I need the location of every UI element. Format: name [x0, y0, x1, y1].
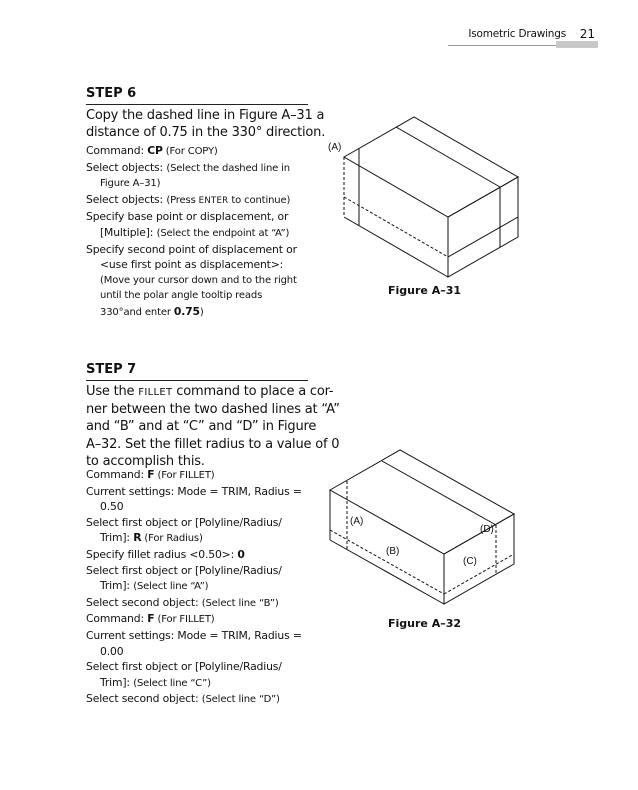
command-prefix: Trim]: [100, 579, 134, 593]
command-note: (Select line “A”) [133, 581, 209, 593]
command-key: F [147, 468, 155, 481]
command-note: ) [199, 306, 204, 318]
running-header-title: Isometric Drawings [468, 28, 566, 40]
step6-command-sequence [86, 143, 314, 321]
command-prefix: Trim]: [100, 531, 134, 545]
step7-heading: STEP 7 [86, 362, 308, 381]
command-line [86, 530, 314, 547]
step7-instructions [86, 383, 340, 470]
command-note: (Press [166, 194, 199, 206]
command-line [86, 192, 314, 210]
command-line: Figure A–31) [100, 178, 161, 190]
step7-para-line [86, 383, 334, 401]
command-note: (Select line “C”) [133, 677, 211, 689]
step7-para-line: and “B” and at “C” and “D” in Figure [86, 419, 317, 435]
figure-a32-drawing [320, 448, 530, 618]
command-line: until the polar angle tooltip reads [100, 290, 263, 302]
header-tab-marker [556, 41, 598, 48]
command-note: (For FILLET) [154, 470, 215, 481]
command-line [86, 160, 314, 177]
step6-para-line: Copy the dashed line in Figure A–31 a [86, 108, 325, 123]
command-line [86, 304, 314, 321]
command-line [86, 467, 314, 484]
step6-heading: STEP 6 [86, 86, 308, 105]
command-prefix: Select second object: [86, 692, 202, 706]
command-key: CP [147, 144, 163, 157]
command-line [86, 225, 314, 242]
dashed-line-b [330, 530, 444, 594]
command-prefix: [Multiple]: [100, 225, 157, 239]
command-note: (Select line “D”) [201, 694, 280, 706]
box-inner-line [396, 127, 500, 187]
step7-para-line: ner between the two dashed lines at “A” [86, 402, 340, 418]
command-prefix: Select objects: [86, 192, 167, 206]
command-prefix: Command: [86, 144, 148, 157]
command-prefix: Select objects: [86, 160, 167, 174]
command-line: 0.50 [100, 500, 124, 514]
command-prefix: Select second object: [86, 595, 202, 609]
command-key: 0.75 [173, 304, 200, 318]
figure-a31-drawing [320, 100, 530, 300]
label-a: (A) [328, 142, 342, 153]
command-line [86, 547, 314, 563]
box-inner-line [382, 461, 496, 525]
enter-key-label: ENTER [198, 195, 229, 206]
command-prefix: Command: [86, 468, 148, 481]
box-edge [344, 217, 448, 277]
command-line: Current settings: Mode = TRIM, Radius = [86, 628, 302, 642]
command-note: (For COPY) [162, 146, 218, 157]
box-right-face [444, 514, 514, 604]
dashed-line-c [444, 554, 514, 594]
label-b: (B) [386, 546, 400, 557]
command-line: (Move your cursor down and to the right [100, 274, 297, 286]
step7-para-line: to accomplish this. [86, 453, 205, 469]
command-line [86, 143, 314, 160]
label-a: (A) [350, 516, 364, 527]
command-line [86, 611, 314, 628]
command-note: 330°and enter [100, 306, 174, 318]
para-text: command to place a cor- [172, 384, 334, 399]
command-note: (For Radius) [141, 533, 203, 545]
box-top-face [330, 450, 514, 554]
figure-a31-caption: Figure A–31 [388, 284, 462, 297]
command-key: R [133, 531, 142, 545]
command-line: Select first object or [Polyline/Radius/ [86, 660, 282, 674]
command-line: Select first object or [Polyline/Radius/ [86, 563, 282, 577]
step7-command-sequence [86, 467, 314, 708]
command-line [86, 578, 314, 595]
box-inner-line [448, 217, 518, 257]
command-line [86, 675, 314, 692]
dashed-line [344, 197, 448, 257]
command-note: (For FILLET) [154, 614, 215, 626]
page-number: 21 [579, 27, 595, 41]
command-line: <use first point as displacement>: [100, 258, 284, 272]
step6-para-line: distance of 0.75 in the 330° direction. [86, 125, 326, 141]
step6-instructions [86, 107, 326, 141]
command-line: Current settings: Mode = TRIM, Radius = [86, 484, 302, 498]
fillet-command-label: FILLET [138, 387, 173, 398]
command-prefix: Trim]: [100, 675, 134, 689]
box-top-face [344, 117, 518, 217]
command-note: (Select the endpoint at “A”) [156, 227, 290, 239]
box-right-face [448, 177, 518, 277]
command-line: Select first object or [Polyline/Radius/ [86, 515, 282, 529]
label-d: (D) [480, 524, 494, 535]
command-note: to continue) [228, 194, 291, 206]
label-c: (C) [463, 556, 477, 567]
command-note: (Select the dashed line in [166, 162, 290, 174]
step7-para-line: A–32. Set the fillet radius to a value of 0 [86, 436, 340, 452]
command-line [86, 595, 314, 612]
command-note: (Select line “B”) [201, 597, 279, 609]
command-key: F [147, 612, 155, 626]
command-prefix: Command: [86, 612, 148, 626]
command-line: 0.00 [100, 644, 124, 658]
figure-a32-caption: Figure A–32 [388, 617, 462, 630]
command-key: 0 [237, 547, 245, 561]
command-prefix: Specify fillet radius <0.50>: [86, 547, 238, 561]
command-line [86, 691, 314, 708]
command-line: Specify base point or displacement, or [86, 210, 289, 224]
command-line: Specify second point of displacement or [86, 242, 297, 256]
para-text: Use the [86, 384, 139, 399]
